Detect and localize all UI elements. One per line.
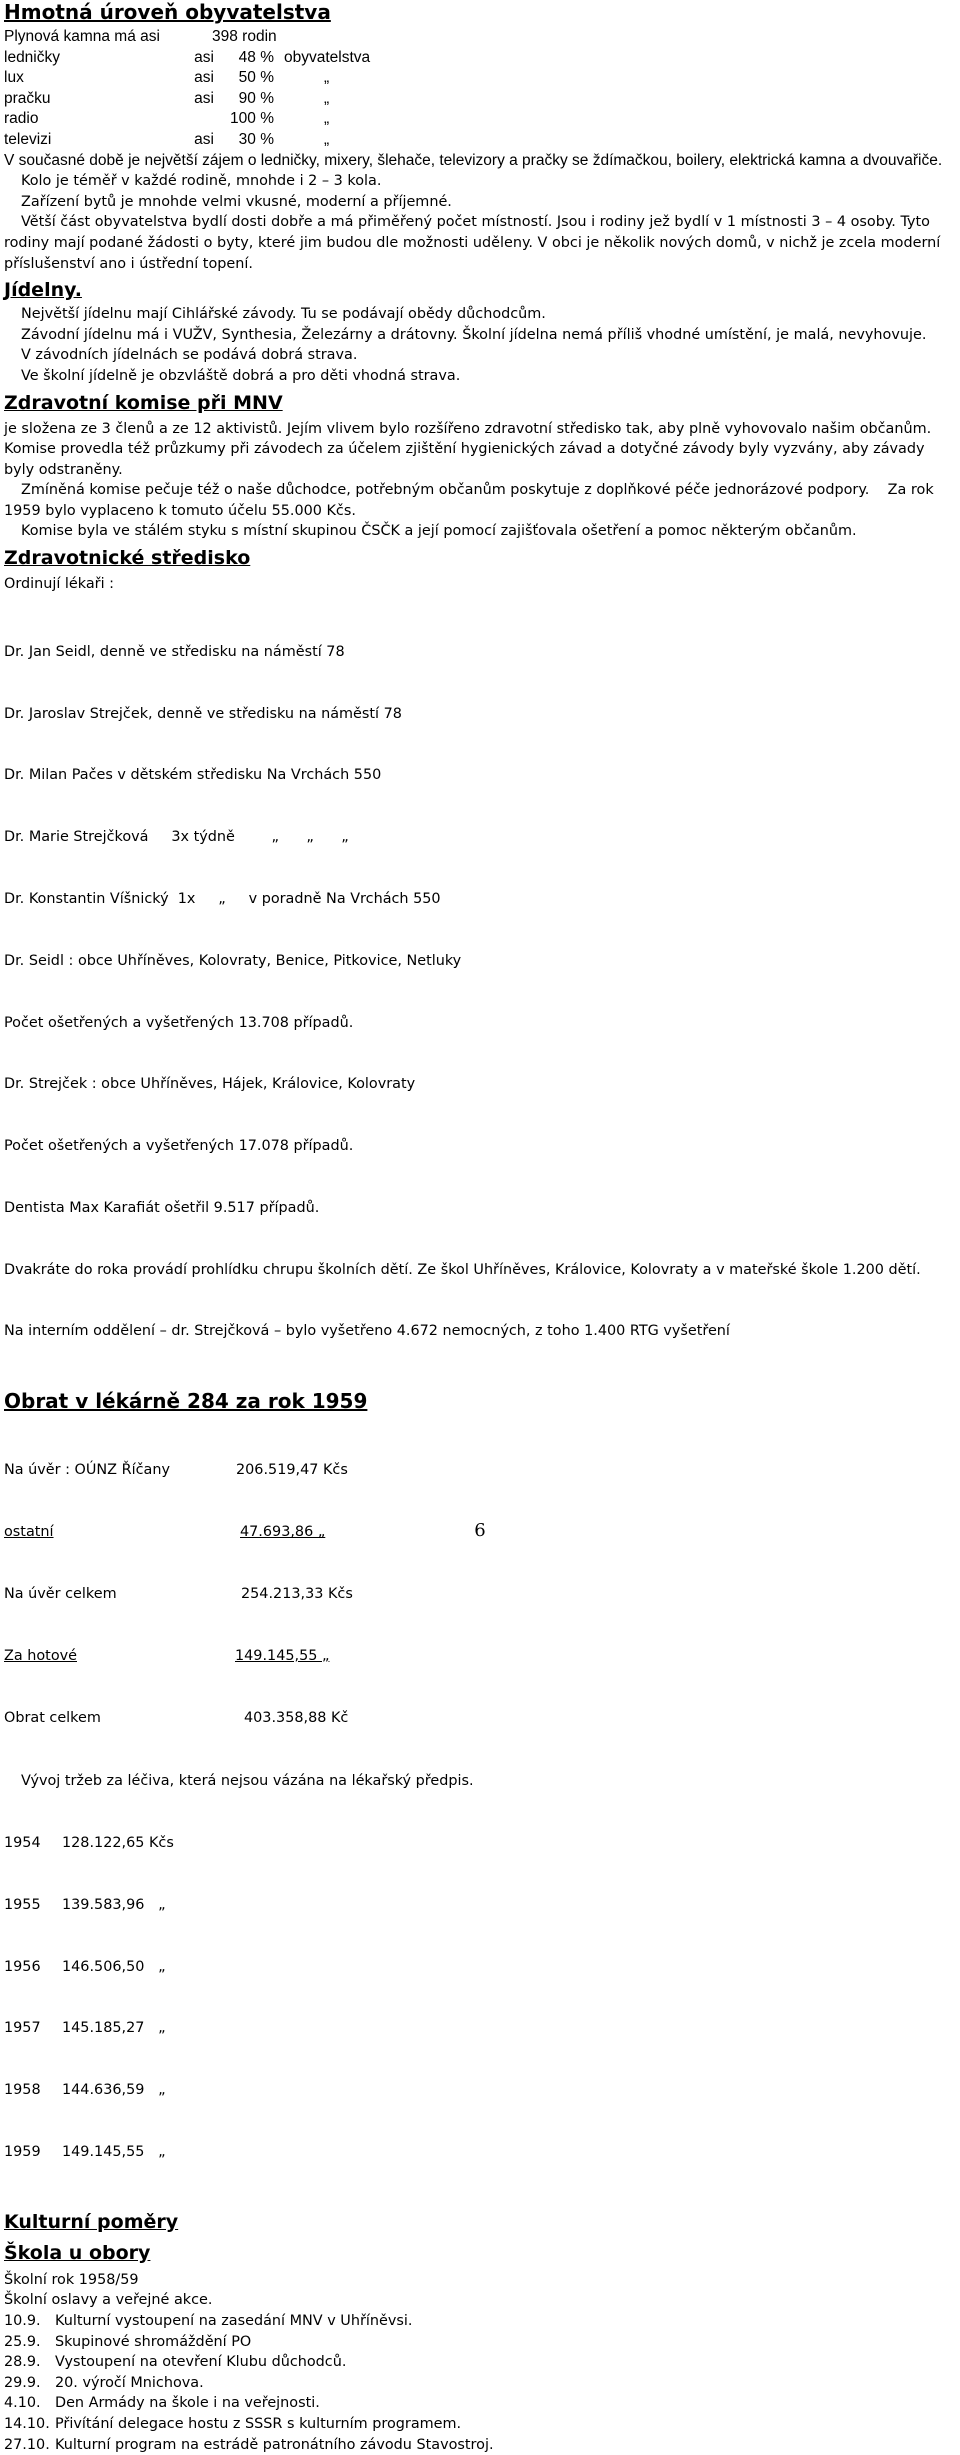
revenue-row: [4, 2142, 956, 2163]
equipment-value: 90 %: [238, 89, 274, 107]
event-row: [4, 2311, 956, 2332]
housing-paragraph: Větší část obyvatelstva bydlí dosti dobře a má přiměřený počet místností. Jsou i rodiny jež bydlí v 1 místnosti 3 – 4 osoby. Tyto rodiny mají podané žádosti o byty, které jim budou dle možnosti uděleny. V obci je několik nových domů, v nichž je zcela moderní příslušenství ano i ústřední topení.: [4, 214, 941, 272]
equipment-approx: asi: [194, 130, 214, 148]
event-text: Přivítání delegace hostu z SSSR s kulturním programem.: [55, 2415, 462, 2432]
equipment-item: lux: [4, 69, 24, 87]
revenue-value: 146.506,50 „: [62, 1958, 166, 1975]
revenue-table: [4, 1792, 956, 2204]
events-list: [4, 2311, 956, 2455]
event-date: 14.10.: [4, 2415, 50, 2432]
turnover-value: 47.693,86 „: [240, 1524, 326, 1541]
school-year: Školní rok 1958/59: [4, 2271, 139, 2288]
doctor-line: Na interním oddělení – dr. Strejčková – bylo vyšetřeno 4.672 nemocných, z toho 1.400 RTG vyšetření: [4, 1323, 730, 1340]
equipment-approx: asi: [194, 89, 214, 107]
bikes-paragraph: Kolo je téměř v každé rodině, mnohde i 2 – 3 kola.: [21, 173, 382, 190]
doctor-line: Dr. Strejček : obce Uhříněves, Hájek, Královice, Kolovraty: [4, 1076, 416, 1093]
page-number: 6: [474, 1520, 486, 1541]
equipment-row: [4, 48, 956, 69]
equipment-note: „: [324, 89, 330, 107]
equipment-item: radio: [4, 110, 39, 128]
doctor-line: Počet ošetřených a vyšetřených 17.078 případů.: [4, 1138, 354, 1155]
flats-paragraph: Zařízení bytů je mnohde velmi vkusné, moderní a příjemné.: [21, 193, 452, 210]
equipment-note: obyvatelstva: [284, 48, 371, 66]
turnover-value: 206.519,47 Kčs: [236, 1462, 348, 1479]
turnover-label: Obrat celkem: [4, 1709, 101, 1726]
equipment-value: 398 rodin: [212, 28, 277, 45]
equipment-value: 100 %: [230, 110, 274, 128]
event-row: [4, 2393, 956, 2414]
revenue-value: 149.145,55 „: [62, 2144, 166, 2160]
turnover-value: 254.213,33 Kčs: [241, 1585, 353, 1602]
revenue-row: [4, 1957, 956, 1978]
equipment-row: [4, 68, 956, 89]
interest-paragraph: V současné době je největší zájem o ledničky, mixery, šlehače, televizory a pračky se ždímačkou, boilery, elektrická kamna a dvouvařiče.: [4, 151, 943, 169]
equipment-approx: asi: [194, 48, 214, 66]
turnover-label: ostatní: [4, 1524, 54, 1541]
event-date: 27.10.: [4, 2436, 50, 2453]
equipment-value: 30 %: [238, 130, 274, 148]
event-date: 4.10.: [4, 2395, 41, 2412]
revenue-year: 1955: [4, 1896, 41, 1913]
equipment-value: 48 %: [238, 48, 274, 66]
health-commission-paragraph: je složena ze 3 členů a ze 12 aktivistů. Jejím vlivem bylo rozšířeno zdravotní středisko tak, aby plně vyhovovalo našim občanům. Komise provedla též průzkumy při závodech za účelem zjištění hygienických závad a dotyčné závody byly vyzvány, aby závady byly odstraněny.: [4, 420, 932, 478]
equipment-item: televizi: [4, 130, 52, 148]
doctor-line: Dr. Seidl : obce Uhříněves, Kolovraty, Benice, Pitkovice, Netluky: [4, 952, 462, 969]
section-heading-canteens: Jídelny.: [4, 279, 82, 302]
event-date: 25.9.: [4, 2333, 41, 2350]
equipment-item: Plynová kamna má asi: [4, 28, 160, 45]
equipment-note: „: [324, 110, 330, 128]
turnover-row: [4, 1646, 956, 1667]
doctor-line: Dentista Max Karafiát ošetřil 9.517 případů.: [4, 1199, 320, 1216]
section-heading-health-center: Zdravotnické středisko: [4, 547, 251, 570]
turnover-label: Na úvěr celkem: [4, 1585, 117, 1602]
equipment-row: [4, 89, 956, 110]
event-text: Skupinové shromáždění PO: [55, 2333, 252, 2350]
turnover-row: [4, 1708, 956, 1729]
revenue-row: [4, 1895, 956, 1916]
event-date: 10.9.: [4, 2312, 41, 2329]
doctor-line: Dr. Marie Strejčková 3x týdně „ „ „: [4, 829, 349, 846]
section-heading-living-standard: Hmotná úroveň obyvatelstva: [4, 0, 331, 24]
event-row: [4, 2332, 956, 2353]
canteens-paragraph: Závodní jídelnu má i VUŽV, Synthesia, Železárny a drátovny. Školní jídelna nemá příliš vhodné umístění, je malá, nevyhovuje.: [21, 326, 927, 343]
equipment-item: ledničky: [4, 48, 60, 66]
equipment-row: [4, 27, 956, 48]
doctor-line: Dvakráte do roka provádí prohlídku chrupu školních dětí. Ze škol Uhříněves, Královice, Kolovraty a v mateřské škole 1.200 dětí.: [4, 1261, 921, 1278]
event-text: Kulturní vystoupení na zasedání MNV v Uhříněvsi.: [55, 2312, 413, 2329]
event-text: 20. výročí Mnichova.: [55, 2374, 204, 2391]
event-row: [4, 2435, 956, 2455]
equipment-approx: [164, 109, 214, 130]
turnover-label: Za hotové: [4, 1647, 77, 1664]
equipment-item: pračku: [4, 89, 51, 107]
section-heading-pharmacy: Obrat v lékárně 284 za rok 1959: [4, 1389, 368, 1414]
turnover-row: [4, 1460, 956, 1481]
school-events-intro: Školní oslavy a veřejné akce.: [4, 2292, 213, 2309]
revenue-row: [4, 1833, 956, 1854]
canteens-paragraph: Ve školní jídelně je obzvláště dobrá a pro děti vhodná strava.: [21, 367, 461, 384]
event-row: [4, 2352, 956, 2373]
equipment-note: „: [324, 69, 330, 87]
revenue-value: 139.583,96 „: [62, 1896, 166, 1913]
section-heading-culture: Kulturní poměry: [4, 2210, 179, 2233]
revenue-row: [4, 2080, 956, 2101]
document-page: [4, 0, 956, 2455]
equipment-list: [4, 27, 956, 151]
revenue-year: 1959: [4, 2144, 41, 2160]
doctor-line: Dr. Milan Pačes v dětském středisku Na Vrchách 550: [4, 767, 382, 784]
equipment-approx: asi: [194, 69, 214, 87]
canteens-paragraph: Největší jídelnu mají Cihlářské závody. Tu se podávají obědy důchodcům.: [21, 306, 546, 323]
revenue-row: [4, 2018, 956, 2039]
event-row: [4, 2373, 956, 2394]
doctor-line: Dr. Jan Seidl, denně ve středisku na náměstí 78: [4, 643, 345, 660]
event-row: [4, 2414, 956, 2435]
section-heading-school: Škola u obory: [4, 2241, 151, 2264]
turnover-label: Na úvěr : OÚNZ Říčany: [4, 1462, 170, 1479]
turnover-row: [4, 1584, 956, 1605]
event-text: Kulturní program na estrádě patronátního závodu Stavostroj.: [55, 2436, 494, 2453]
revenue-year: 1957: [4, 2020, 41, 2037]
event-date: 29.9.: [4, 2374, 41, 2391]
equipment-value: 50 %: [238, 69, 274, 87]
doctors-list: [4, 601, 956, 1384]
revenue-year: 1956: [4, 1958, 41, 1975]
revenue-value: 128.122,65 Kčs: [62, 1835, 174, 1852]
revenue-year: 1954: [4, 1835, 41, 1852]
doctor-line: Počet ošetřených a vyšetřených 13.708 případů.: [4, 1014, 354, 1031]
turnover-value: 149.145,55 „: [235, 1647, 330, 1664]
revenue-value: 145.185,27 „: [62, 2020, 166, 2037]
doctors-intro: Ordinují lékaři :: [4, 576, 115, 593]
revenue-year: 1958: [4, 2082, 41, 2099]
canteens-paragraph: V závodních jídelnách se podává dobrá strava.: [21, 347, 358, 364]
equipment-row: [4, 109, 956, 130]
health-commission-paragraph: Zmíněná komise pečuje též o naše důchodce, potřebným občanům poskytuje z doplňkové péče jednorázové podpory. Za rok 1959 bylo vyplaceno k tomuto účelu 55.000 Kčs.: [4, 482, 939, 519]
event-text: Den Armády na škole i na veřejnosti.: [55, 2395, 320, 2412]
turnover-table: [4, 1419, 956, 1769]
health-commission-paragraph: Komise byla ve stálém styku s místní skupinou ČSČK a její pomocí zajišťovala ošetření a pomoc některým občanům.: [21, 523, 857, 540]
doctor-line: Dr. Jaroslav Strejček, denně ve středisku na náměstí 78: [4, 705, 402, 722]
turnover-value: 403.358,88 Kč: [244, 1709, 349, 1726]
section-heading-health-commission: Zdravotní komise při MNV: [4, 391, 283, 414]
event-text: Vystoupení na otevření Klubu důchodců.: [55, 2354, 347, 2371]
event-date: 28.9.: [4, 2354, 41, 2371]
revenue-intro: Vývoj tržeb za léčiva, která nejsou vázána na lékařský předpis.: [21, 1773, 474, 1790]
revenue-value: 144.636,59 „: [62, 2082, 166, 2099]
doctor-line: Dr. Konstantin Víšnický 1x „ v poradně Na Vrchách 550: [4, 890, 441, 907]
equipment-note: „: [324, 130, 330, 148]
equipment-row: [4, 130, 956, 151]
